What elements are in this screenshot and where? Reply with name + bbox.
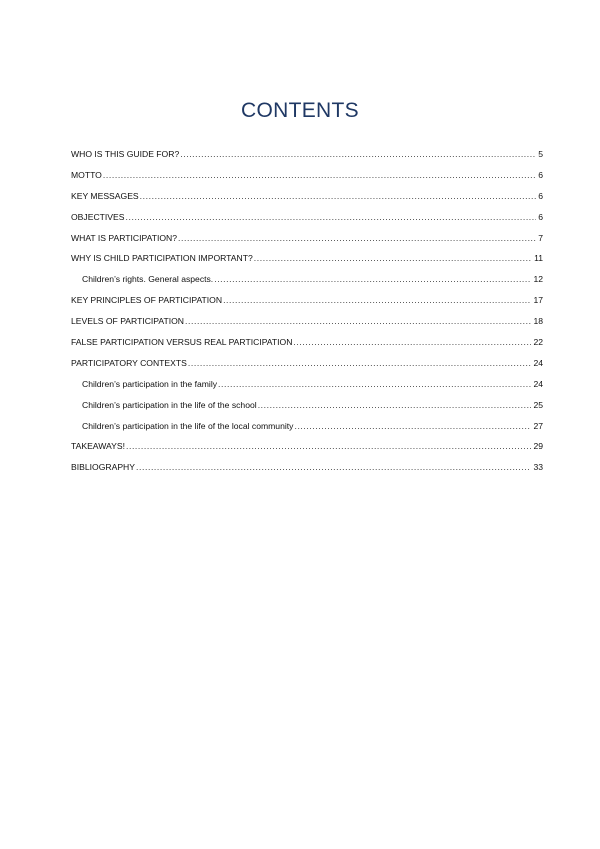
toc-page-number: 27	[533, 420, 543, 431]
dot-leader	[178, 232, 536, 244]
toc-page-number: 11	[534, 253, 543, 264]
dot-leader	[254, 252, 532, 264]
toc-entry-label: WHY IS CHILD PARTICIPATION IMPORTANT?	[71, 253, 253, 264]
toc-page-number: 24	[533, 378, 543, 389]
toc-entry-bibliography[interactable]	[71, 461, 543, 482]
dot-leader	[258, 399, 532, 411]
toc-entry-label: WHAT IS PARTICIPATION?	[71, 232, 178, 243]
toc-entry-label: LEVELS OF PARTICIPATION	[71, 316, 185, 327]
dot-leader	[140, 190, 537, 202]
toc-entry-label: OBJECTIVES	[71, 211, 125, 222]
toc-entry-label: FALSE PARTICIPATION VERSUS REAL PARTICIPATION	[71, 337, 293, 348]
toc-entry-objectives[interactable]	[71, 211, 543, 232]
toc-entry-label: BIBLIOGRAPHY	[71, 462, 135, 473]
toc-page-number: 7	[538, 232, 543, 243]
toc-entry-label: Children’s participation in the life of the school	[82, 399, 257, 410]
dot-leader	[188, 357, 532, 369]
dot-leader	[125, 211, 536, 223]
toc-page-number: 17	[533, 295, 543, 306]
dot-leader	[293, 336, 531, 348]
toc-subentry-participation-school[interactable]	[71, 399, 543, 420]
dot-leader	[294, 420, 531, 432]
dot-leader	[103, 169, 536, 181]
toc-page-number: 33	[533, 462, 543, 473]
toc-page-number: 22	[533, 337, 543, 348]
toc-entry-participatory-contexts[interactable]	[71, 357, 543, 378]
toc-page-number: 6	[538, 169, 543, 180]
toc-entry-why-is-child-participation-important[interactable]	[71, 252, 543, 273]
toc-page-number: 18	[533, 316, 543, 327]
toc-entry-label: PARTICIPATORY CONTEXTS	[71, 357, 187, 368]
toc-entry-label: KEY PRINCIPLES OF PARTICIPATION	[71, 295, 223, 306]
table-of-contents	[71, 148, 543, 482]
toc-entry-key-messages[interactable]	[71, 190, 543, 211]
toc-page-number: 6	[538, 211, 543, 222]
toc-entry-takeaways[interactable]	[71, 440, 543, 461]
toc-entry-label: Children’s participation in the life of the local community	[82, 420, 294, 431]
toc-entry-label: MOTTO	[71, 169, 102, 180]
dot-leader	[223, 294, 531, 306]
dot-leader	[218, 378, 531, 390]
toc-page-number: 29	[533, 441, 543, 452]
toc-entry-label: Children’s rights. General aspects.	[82, 274, 214, 285]
toc-entry-what-is-participation[interactable]	[71, 232, 543, 253]
dot-leader	[136, 461, 531, 473]
toc-entry-levels-of-participation[interactable]	[71, 315, 543, 336]
toc-entry-motto[interactable]	[71, 169, 543, 190]
toc-subentry-participation-community[interactable]	[71, 420, 543, 441]
dot-leader	[126, 440, 531, 452]
toc-entry-label: TAKEAWAYS!	[71, 441, 125, 452]
toc-page-number: 5	[538, 149, 543, 159]
toc-entry-label: Children’s participation in the family	[82, 378, 218, 389]
dot-leader	[214, 273, 531, 285]
toc-subentry-participation-family[interactable]	[71, 378, 543, 399]
toc-entry-key-principles[interactable]	[71, 294, 543, 315]
toc-page-number: 24	[533, 357, 543, 368]
page-title: CONTENTS	[241, 99, 359, 122]
toc-page-number: 6	[538, 190, 543, 201]
toc-entry-who-is-this-guide-for[interactable]	[71, 148, 543, 169]
toc-page-number: 25	[533, 399, 543, 410]
toc-entry-label: KEY MESSAGES	[71, 190, 139, 201]
dot-leader	[180, 148, 536, 160]
toc-entry-false-vs-real-participation[interactable]	[71, 336, 543, 357]
toc-page-number: 12	[533, 274, 543, 285]
toc-entry-label: WHO IS THIS GUIDE FOR?	[71, 149, 180, 159]
dot-leader	[185, 315, 531, 327]
toc-subentry-childrens-rights[interactable]	[71, 273, 543, 294]
